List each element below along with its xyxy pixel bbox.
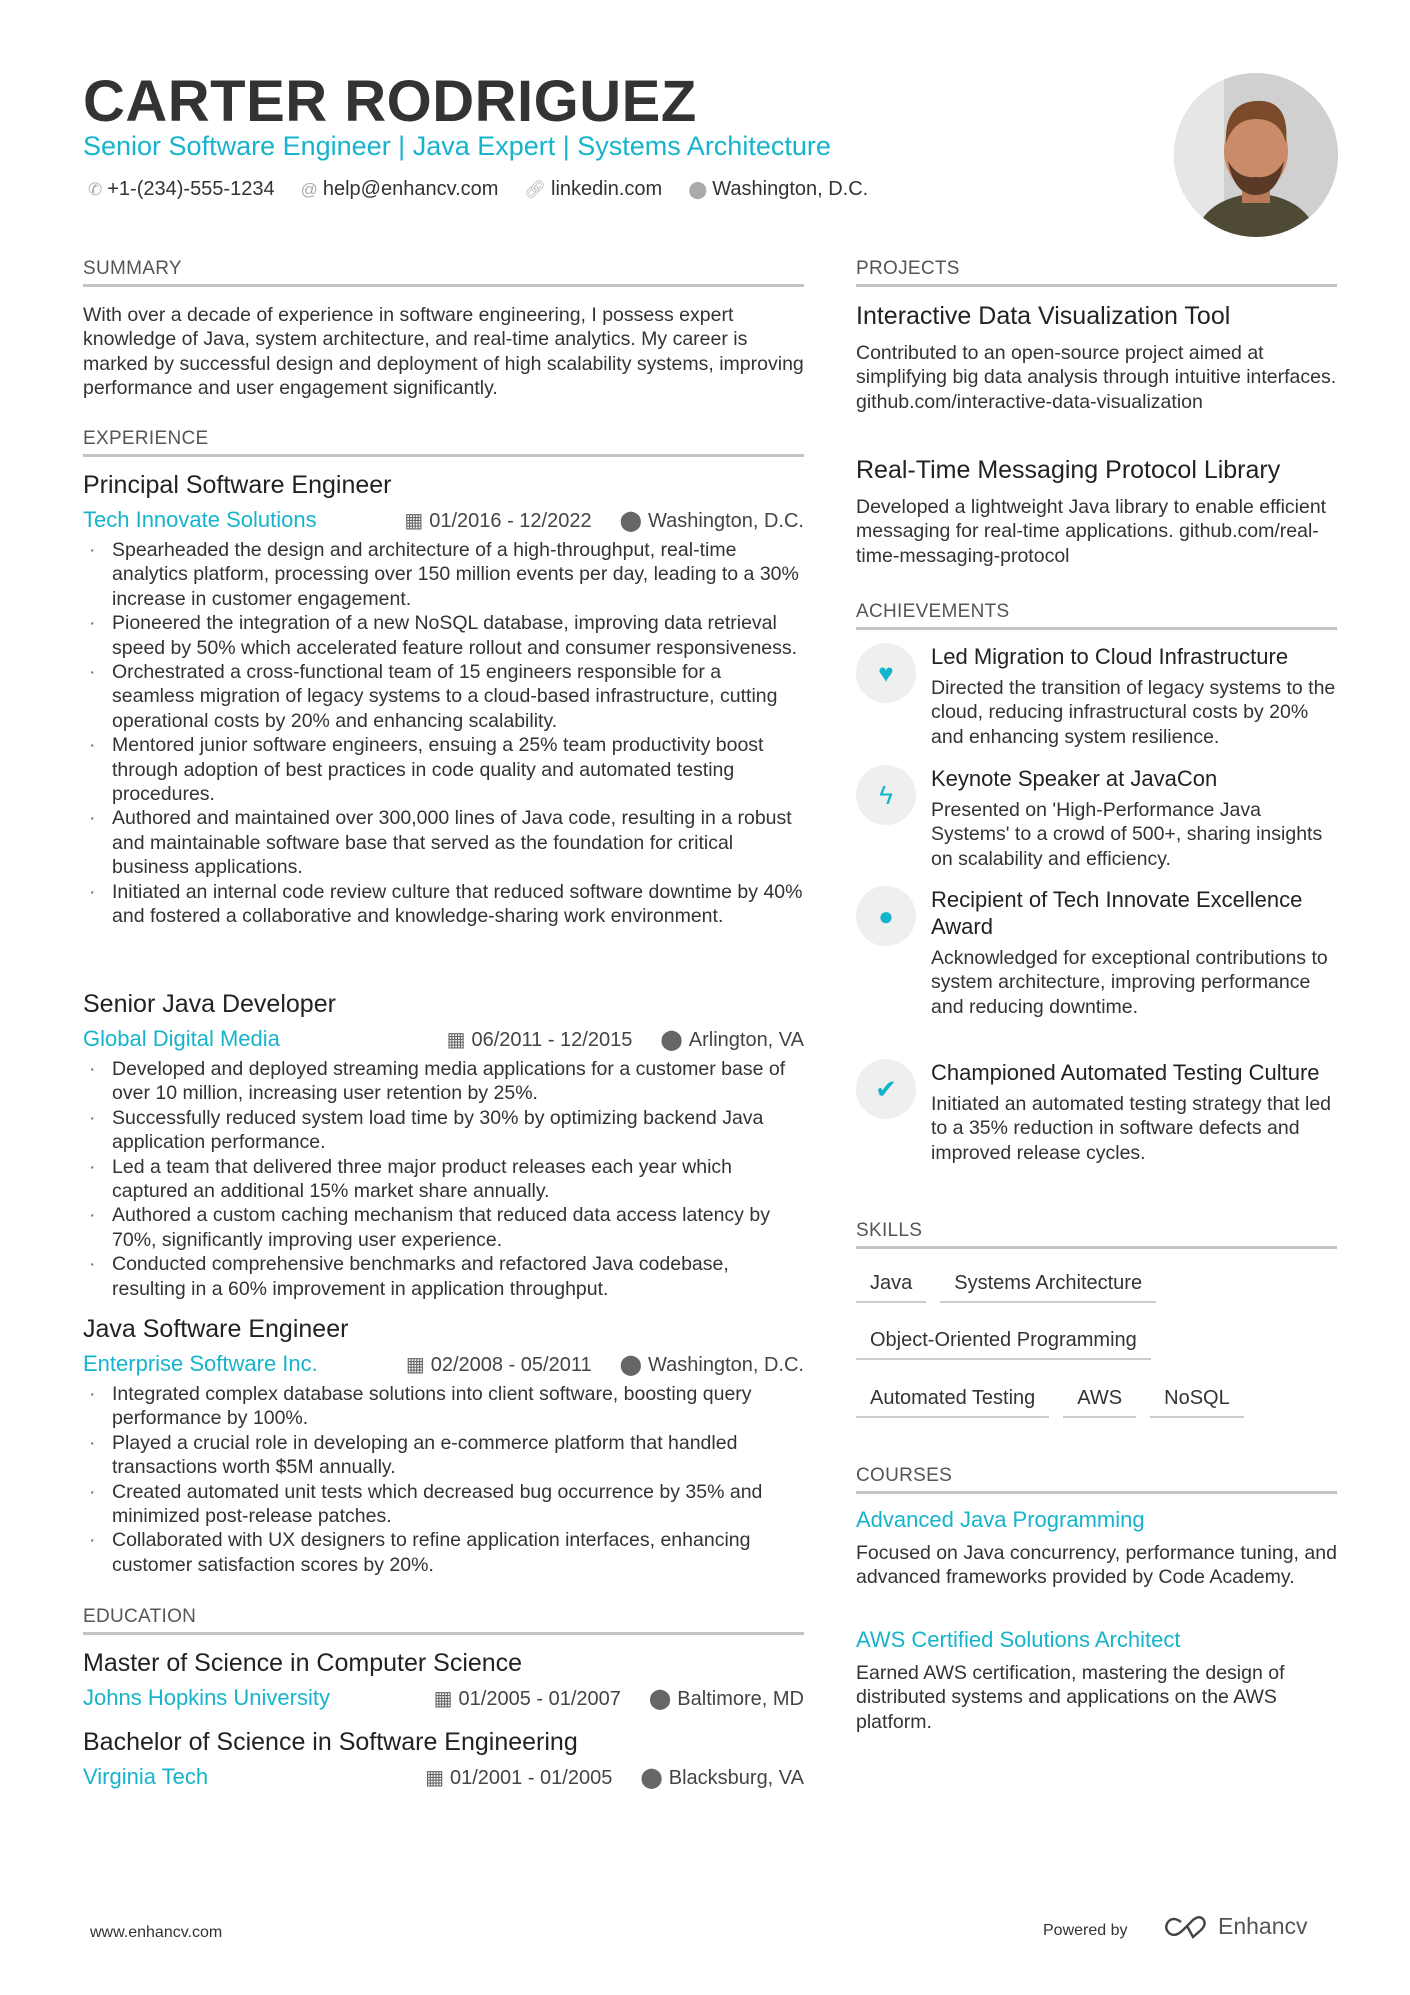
summary-text: With over a decade of experience in software engineering, I possess expert knowledge of Java, system architecture, and real-time analytics. My career is marked by successful design and deployment of high scalability systems, improving performance and user engagement significantly. — [83, 304, 804, 400]
degree: Master of Science in Computer Science — [83, 1649, 523, 1677]
skills-row — [856, 1387, 1337, 1418]
bullet: · Led a team that delivered three major product releases each year which captured an additional 15% market share annually. — [83, 1155, 804, 1204]
profile-photo — [1174, 73, 1338, 237]
bullet: · Pioneered the integration of a new NoSQL database, improving data retrieval speed by 50% which accelerated feature rollout and consumer responsiveness. — [83, 611, 804, 660]
location-icon: ⬤ — [688, 180, 708, 199]
skills-row — [856, 1272, 1337, 1303]
job-bullets — [83, 1382, 804, 1577]
skill-tag: AWS — [1063, 1387, 1136, 1418]
at-icon: @ — [300, 180, 318, 199]
job-dates: 01/2016 - 12/2022 — [429, 509, 592, 532]
degree: Bachelor of Science in Software Engineering — [83, 1728, 578, 1756]
project-desc: Developed a lightweight Java library to enable efficient messaging for real-time applications. github.com/real-time-messaging-protocol — [856, 496, 1327, 567]
skill-tag: Object-Oriented Programming — [856, 1329, 1151, 1360]
school-name: Johns Hopkins University — [83, 1685, 330, 1710]
course-entry — [856, 1627, 1337, 1734]
location-icon: ⬤ — [660, 1028, 683, 1051]
calendar-icon: ▦ — [425, 1766, 444, 1789]
education-entry: Bachelor of Science in Software Engineering Virginia Tech ▦ 01/2001 - 01/2005 ⬤ Blacksburg, VA — [83, 1728, 804, 1789]
location-icon: ⬤ — [619, 1353, 642, 1376]
bullet: · Conducted comprehensive benchmarks and refactored Java codebase, resulting in a 60% improvement in application throughput. — [83, 1252, 804, 1301]
contact-location: ⬤ Washington, D.C. — [688, 178, 869, 200]
calendar-icon: ▦ — [405, 1353, 425, 1376]
bullet: · Collaborated with UX designers to refine application interfaces, enhancing customer satisfaction scores by 20%. — [83, 1528, 804, 1577]
enhancv-logo[interactable]: Enhancv — [1163, 1913, 1308, 1940]
education-heading: EDUCATION — [83, 1606, 804, 1635]
bullet: · Created automated unit tests which decreased bug occurrence by 35% and minimized post-release patches. — [83, 1480, 804, 1529]
achievement-item: ♥ Led Migration to Cloud Infrastructure Directed the transition of legacy systems to the cloud, reducing infrastructural costs by 20% and enhancing system resilience. — [856, 643, 1337, 749]
bolt-icon: ϟ — [856, 765, 916, 825]
achievement-item: ϟ Keynote Speaker at JavaCon Presented on 'High-Performance Java Systems' to a crowd of 500+, sharing insights on scalability and efficiency. — [856, 765, 1337, 871]
head-idea-icon: ● — [856, 886, 916, 946]
location-icon: ⬤ — [648, 1687, 672, 1710]
heart-icon: ♥ — [856, 643, 916, 703]
achievements-heading: ACHIEVEMENTS — [856, 601, 1337, 630]
contact-email[interactable]: @ help@enhancv.com — [300, 178, 499, 200]
course-title: AWS Certified Solutions Architect — [856, 1627, 1181, 1652]
bullet: · Initiated an internal code review culture that reduced software downtime by 40% and fostered a collaborative and knowledge-sharing work environment. — [83, 880, 804, 929]
job-entry — [83, 471, 804, 929]
project-desc: Contributed to an open-source project aimed at simplifying big data analysis through intuitive interfaces. github.com/interactive-data-visualization — [856, 342, 1337, 413]
candidate-name: CARTER RODRIGUEZ — [83, 69, 697, 134]
calendar-icon: ▦ — [446, 1028, 466, 1051]
job-entry — [83, 1315, 804, 1577]
skill-tag: Automated Testing — [856, 1387, 1049, 1418]
calendar-icon: ▦ — [433, 1687, 453, 1710]
job-dates: 02/2008 - 05/2011 — [430, 1353, 592, 1376]
school-name: Virginia Tech — [83, 1764, 209, 1789]
achievement-item: ✔ Championed Automated Testing Culture Initiated an automated testing strategy that led to a 35% reduction in software defects and improved release cycles. — [856, 1059, 1337, 1165]
contact-info — [88, 178, 868, 201]
calendar-icon: ▦ — [404, 509, 424, 532]
skill-tag: Systems Architecture — [940, 1272, 1156, 1303]
course-entry — [856, 1507, 1337, 1590]
summary-heading: SUMMARY — [83, 258, 804, 287]
project-title: Real-Time Messaging Protocol Library — [856, 456, 1281, 484]
bullet: · Spearheaded the design and architecture of a high-throughput, real-time analytics platform, processing over 150 million events per day, leading to a 30% increase in customer engagement. — [83, 538, 804, 611]
education-entry: Master of Science in Computer Science Johns Hopkins University ▦ 01/2005 - 01/2007 ⬤ Baltimore, MD — [83, 1649, 804, 1710]
job-location: Arlington, VA — [688, 1028, 804, 1051]
footer-powered-by: Powered by — [1043, 1922, 1128, 1939]
bullet: · Played a crucial role in developing an e-commerce platform that handled transactions worth $5M annually. — [83, 1431, 804, 1480]
company-name: Tech Innovate Solutions — [83, 507, 317, 532]
location-icon: ⬤ — [619, 509, 642, 532]
enhancv-logo-icon — [1163, 1914, 1209, 1940]
company-name: Global Digital Media — [83, 1026, 280, 1051]
course-desc: Focused on Java concurrency, performance tuning, and advanced frameworks provided by Code Academy. — [856, 1542, 1337, 1589]
phone-icon: ✆ — [88, 180, 103, 199]
bullet: · Successfully reduced system load time by 30% by optimizing backend Java application performance. — [83, 1106, 804, 1155]
location-icon: ⬤ — [640, 1766, 663, 1789]
course-title: Advanced Java Programming — [856, 1507, 1145, 1532]
link-icon: 🔗︎ — [524, 180, 547, 199]
bullet: · Orchestrated a cross-functional team of 15 engineers responsible for a seamless migration of legacy systems to a cloud-based infrastructure, cutting operational costs by 20% and enhancing scalability. — [83, 660, 804, 733]
job-bullets — [83, 1057, 804, 1301]
job-entry — [83, 990, 804, 1301]
job-role: Senior Java Developer — [83, 990, 336, 1018]
project-title: Interactive Data Visualization Tool — [856, 302, 1231, 330]
achievement-item: ● Recipient of Tech Innovate Excellence Award Acknowledged for exceptional contributions to system architecture, improving performance and reducing downtime. — [856, 886, 1337, 1019]
contact-phone: ✆ +1-(234)-555-1234 — [88, 178, 275, 200]
job-location: Washington, D.C. — [648, 509, 804, 532]
experience-heading: EXPERIENCE — [83, 428, 804, 457]
course-desc: Earned AWS certification, mastering the design of distributed systems and applications on the AWS platform. — [856, 1662, 1285, 1733]
bullet: · Developed and deployed streaming media applications for a customer base of over 10 million, increasing user retention by 25%. — [83, 1057, 804, 1106]
job-role: Java Software Engineer — [83, 1315, 349, 1343]
contact-linkedin[interactable]: 🔗︎ linkedin.com — [524, 178, 663, 200]
skill-tag: Java — [856, 1272, 926, 1303]
footer-website[interactable]: www.enhancv.com — [90, 1924, 223, 1941]
check-icon: ✔ — [856, 1059, 916, 1119]
projects-heading: PROJECTS — [856, 258, 1337, 287]
company-name: Enterprise Software Inc. — [83, 1351, 318, 1376]
job-title: Senior Software Engineer | Java Expert | Systems Architecture — [83, 131, 831, 161]
job-role: Principal Software Engineer — [83, 471, 392, 499]
bullet: · Authored and maintained over 300,000 lines of Java code, resulting in a robust and maintainable software base that served as the foundation for critical business applications. — [83, 806, 804, 879]
job-dates: 06/2011 - 12/2015 — [471, 1028, 633, 1051]
bullet: · Authored a custom caching mechanism that reduced data access latency by 70%, significantly improving user experience. — [83, 1203, 804, 1252]
job-bullets — [83, 538, 804, 929]
project-entry — [856, 456, 1337, 568]
skills-row — [856, 1329, 1337, 1360]
skill-tag: NoSQL — [1150, 1387, 1244, 1418]
skills-heading: SKILLS — [856, 1220, 1337, 1249]
bullet: · Mentored junior software engineers, ensuing a 25% team productivity boost through adoption of best practices in code quality and automated testing procedures. — [83, 733, 804, 806]
courses-heading: COURSES — [856, 1465, 1337, 1494]
bullet: · Integrated complex database solutions into client software, boosting query performance by 100%. — [83, 1382, 804, 1431]
job-location: Washington, D.C. — [648, 1353, 804, 1376]
project-entry — [856, 302, 1337, 414]
